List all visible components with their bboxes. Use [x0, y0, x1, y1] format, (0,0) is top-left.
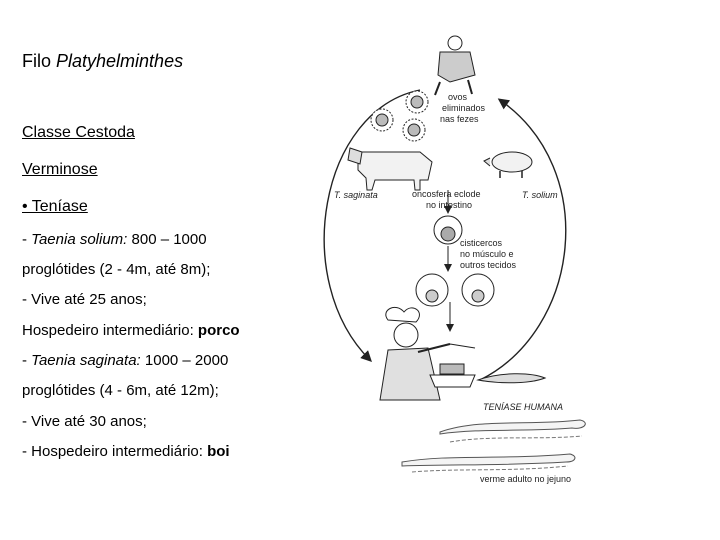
saginata-line2: proglótides (4 - 6m, até 12m); — [22, 382, 219, 399]
tapeworm-icons — [402, 420, 585, 472]
saginata-host — [22, 442, 230, 462]
cysticerci-label-3: outros tecidos — [460, 260, 517, 270]
cow-icon — [348, 148, 432, 190]
egg-icons — [371, 91, 428, 141]
eggs-label-1: ovos — [448, 92, 468, 102]
solium-count: 800 – 1000 — [127, 231, 207, 248]
saginata-count: 1000 – 2000 — [140, 352, 229, 369]
solium-dash: - — [22, 231, 32, 248]
saginata-host-value: boi — [207, 443, 230, 460]
solium-line2: proglótides (2 - 4m, até 8m); — [22, 261, 211, 278]
solium-host-label: Hospedeiro intermediário: — [22, 322, 198, 339]
solium-line1 — [22, 230, 207, 250]
oncosphere-label-1: oncosfera eclode — [412, 189, 481, 199]
solium-host-value: porco — [197, 322, 240, 339]
slide-title — [22, 51, 183, 71]
class-label: Classe Cestoda — [22, 124, 135, 141]
eggs-label-3: nas fezes — [440, 114, 479, 124]
eggs-label-2: eliminados — [442, 103, 486, 113]
solium-species: Taenia solium: — [31, 231, 128, 248]
topic-label: Verminose — [22, 161, 98, 178]
adult-worm-label: verme adulto no jejuno — [480, 474, 572, 484]
cysticerci-label-2: no músculo e — [460, 249, 514, 259]
solium-lifespan: - Vive até 25 anos; — [22, 291, 147, 308]
saginata-lifespan: - Vive até 30 anos; — [22, 413, 147, 430]
saginata-host-label: - Hospedeiro intermediário: — [22, 443, 208, 460]
solium-host — [22, 321, 240, 341]
pig-icon — [484, 152, 532, 178]
life-cycle-diagram — [300, 30, 590, 490]
saginata-line1 — [22, 351, 228, 371]
cysticerci-label-1: cisticercos — [460, 238, 503, 248]
cysticerci-icons — [416, 274, 494, 306]
title-prefix: Filo — [22, 51, 57, 71]
saginata-dash: - — [22, 352, 32, 369]
human-figure-icon — [435, 36, 475, 95]
disease-label: • Teníase — [22, 198, 88, 215]
t-saginata-label: T. saginata — [334, 190, 378, 200]
saginata-species: Taenia saginata: — [31, 352, 141, 369]
t-solium-label: T. solium — [522, 190, 558, 200]
teniase-humana-label: TENÍASE HUMANA — [483, 402, 564, 412]
oncosphere-label-2: no intestino — [426, 200, 473, 210]
title-italic: Platyhelminthes — [56, 51, 184, 71]
